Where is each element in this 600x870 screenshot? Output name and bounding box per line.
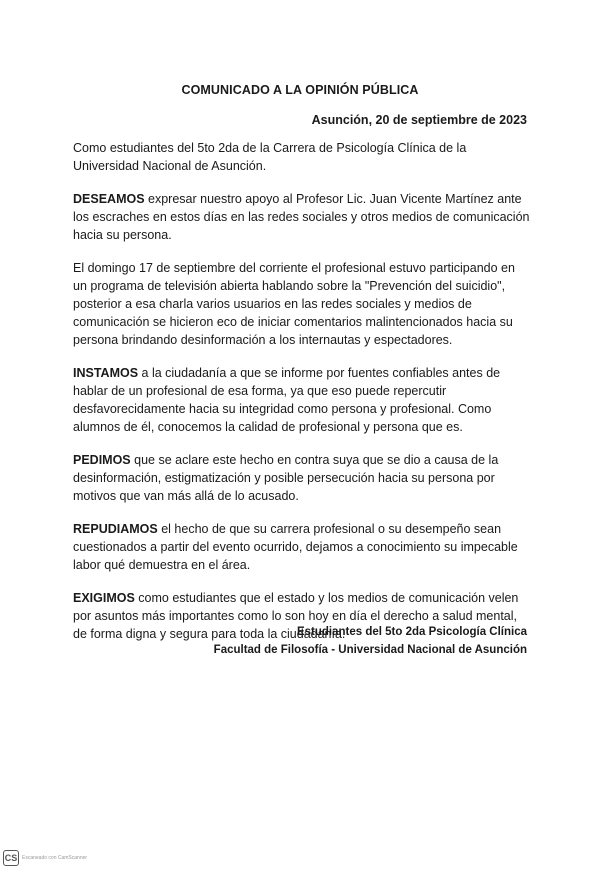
scanner-watermark (3, 850, 87, 866)
paragraph-text: a la ciudadanía a que se informe por fuentes confiables antes de hablar de un profesional de esa forma, ya que eso puede repercutir desfavorecidamente hacia su integridad como persona y profesional. Como alumnos de él, conocemos la calidad de profesional y persona que es. (73, 366, 501, 434)
paragraph-pedimos (73, 451, 531, 505)
signature-line-1: Estudiantes del 5to 2da Psicología Clínica (296, 626, 527, 638)
document-body (73, 139, 531, 658)
paragraph-text: el hecho de que su carrera profesional o su desempeño sean cuestionados a partir del evento ocurrido, dejamos a conocimiento su impecable labor qué demuestra en el área. (73, 522, 518, 572)
paragraph-lead: EXIGIMOS (73, 591, 135, 605)
scanner-watermark-text: Escaneado con CamScanner (22, 855, 88, 861)
paragraph-text: como estudiantes que el estado y los medios de comunicación velen por asuntos más importantes como lo son hoy en día el derecho a salud mental, de forma digna y segura para toda la ciudadanía. (73, 591, 519, 641)
camscanner-logo-icon: CS (3, 850, 19, 866)
paragraph-text: expresar nuestro apoyo al Profesor Lic. Juan Vicente Martínez ante los escraches en estos días en las redes sociales y otros medios de comunicación hacia su persona. (73, 192, 530, 242)
paragraph-lead: DESEAMOS (73, 192, 145, 206)
paragraph-lead: REPUDIAMOS (73, 522, 158, 536)
signature-line-2: Facultad de Filosofía - Universidad Nacional de Asunción (213, 644, 527, 656)
paragraph-text: Como estudiantes del 5to 2da de la Carrera de Psicología Clínica de la Universidad Nacional de Asunción. (73, 141, 467, 173)
paragraph-lead: INSTAMOS (73, 366, 139, 380)
document-title: COMUNICADO A LA OPINIÓN PÚBLICA (181, 83, 419, 97)
paragraph-context (73, 259, 531, 349)
document-date: Asunción, 20 de septiembre de 2023 (311, 113, 527, 127)
paragraph-text: El domingo 17 de septiembre del corriente el profesional estuvo participando en un programa de televisión abierta hablando sobre la "Prevención del suicidio", posterior a esa charla varios usuarios en las redes sociales y medios de comunicación se hicieron eco de iniciar comentarios malintencionados hacia su persona brindando desinformación a los internautas y espectadores. (73, 261, 515, 347)
paragraph-deseamos (73, 190, 531, 244)
paragraph-lead: PEDIMOS (73, 453, 131, 467)
paragraph-intro (73, 139, 531, 175)
signature-block (214, 623, 527, 659)
paragraph-instamos (73, 364, 531, 436)
paragraph-text: que se aclare este hecho en contra suya que se dio a causa de la desinformación, estigmatización y posible persecución hacia su persona por motivos que van más allá de lo acusado. (73, 453, 499, 503)
paragraph-repudiamos (73, 520, 531, 574)
